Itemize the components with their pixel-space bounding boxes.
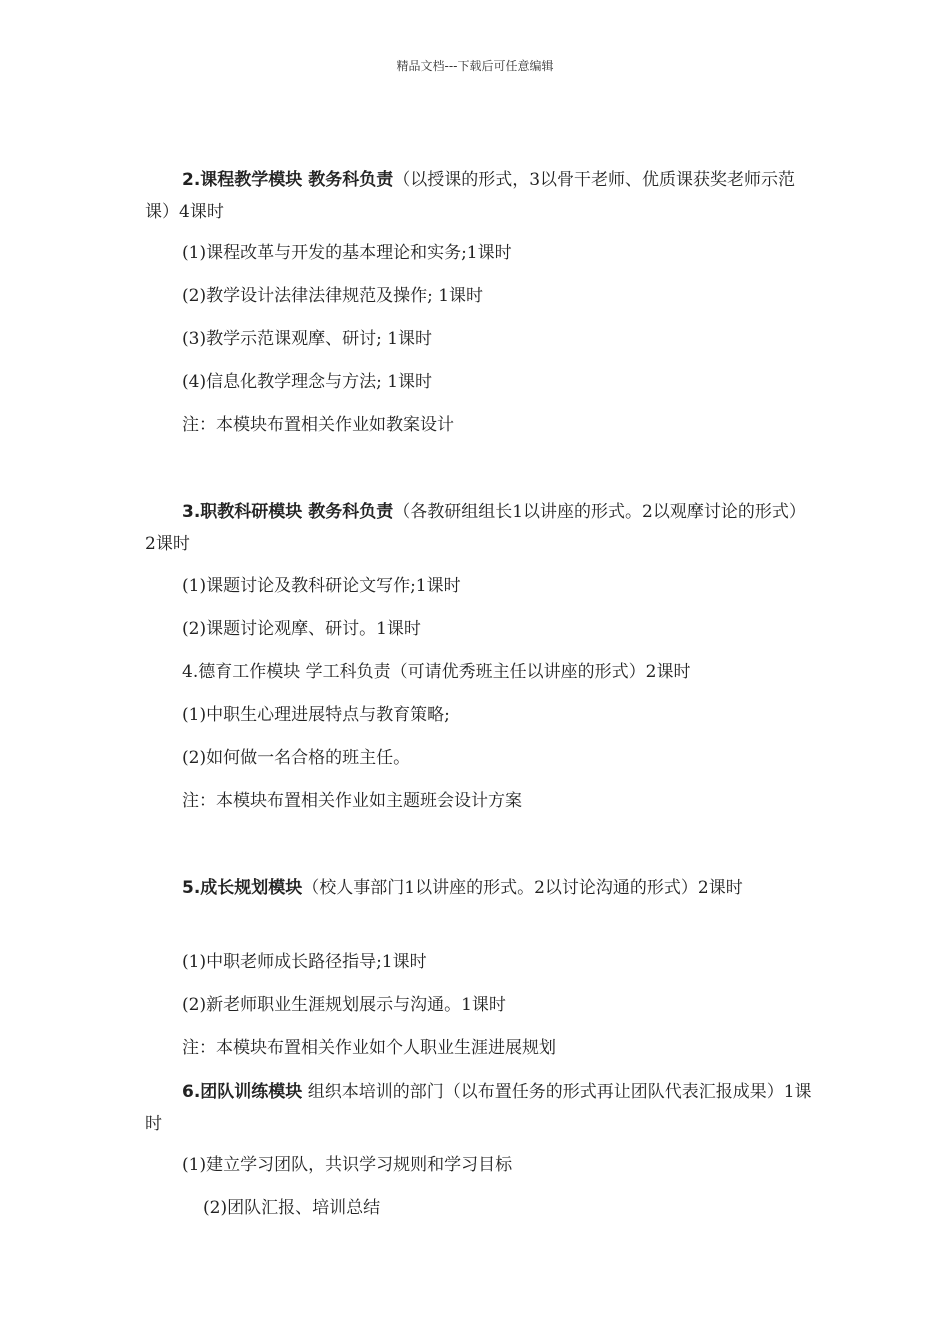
list-item: (2)教学设计法律法律规范及操作; 1课时	[182, 286, 484, 306]
list-item: (1)中职老师成长路径指导;1课时	[182, 952, 427, 972]
section-heading-6	[145, 1076, 815, 1140]
section-heading-2	[145, 164, 815, 228]
section-title-3: 3.职教科研模块 教务科负责	[182, 502, 394, 522]
section-heading-5	[145, 872, 815, 904]
list-item: (2)新老师职业生涯规划展示与沟通。1课时	[182, 995, 506, 1015]
page-header: 精品文档---下载后可任意编辑	[396, 59, 554, 73]
list-item: (3)教学示范课观摩、研讨; 1课时	[182, 329, 433, 349]
section-heading-3	[145, 496, 815, 560]
section-note: 注：本模块布置相关作业如教案设计	[182, 415, 454, 435]
section-title-5: 5.成长规划模块	[182, 878, 303, 898]
list-item: (1)课题讨论及教科研论文写作;1课时	[182, 576, 461, 596]
section-desc-3: （各教研组组长1以讲座的形式。2以观摩讨论的形式）2课时	[145, 502, 806, 554]
list-item: (2)如何做一名合格的班主任。	[182, 748, 411, 768]
section-desc-2: （以授课的形式，3以骨干老师、优质课获奖老师示范课）4课时	[145, 170, 796, 222]
list-item: (1)建立学习团队，共识学习规则和学习目标	[182, 1155, 513, 1175]
list-item: (1)课程改革与开发的基本理论和实务;1课时	[182, 243, 512, 263]
list-item: (2)团队汇报、培训总结	[203, 1198, 381, 1218]
list-item: (4)信息化教学理念与方法; 1课时	[182, 372, 433, 392]
list-item: (2)课题讨论观摩、研讨。1课时	[182, 619, 421, 639]
section-title-6: 6.团队训练模块	[182, 1082, 303, 1102]
list-item: (1)中职生心理进展特点与教育策略;	[182, 705, 450, 725]
section-title-2: 2.课程教学模块 教务科负责	[182, 170, 394, 190]
section-note: 注：本模块布置相关作业如主题班会设计方案	[182, 791, 522, 811]
section-desc-6: 组织本培训的部门（以布置任务的形式再让团队代表汇报成果）1课时	[145, 1082, 812, 1134]
section-desc-5: （校人事部门1以讲座的形式。2以讨论沟通的形式）2课时	[302, 878, 743, 898]
section-note: 注：本模块布置相关作业如个人职业生涯进展规划	[182, 1038, 556, 1058]
list-item: 4.德育工作模块 学工科负责（可请优秀班主任以讲座的形式）2课时	[182, 662, 691, 682]
